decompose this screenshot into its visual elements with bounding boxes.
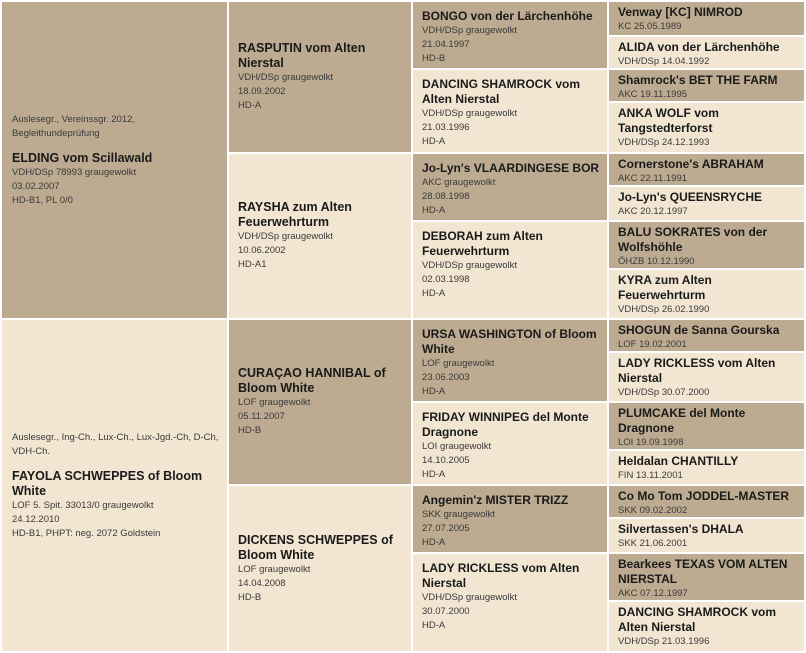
gen4-cell: [609, 2, 804, 35]
gen4-info: VDH/DSp 24.12.1993: [618, 137, 710, 148]
gen3-birthdate: 23.06.2003: [422, 372, 470, 383]
gen3-health: HD-A: [422, 205, 446, 216]
gen3-health: HD-A: [422, 537, 446, 548]
gen3-cell: [413, 70, 607, 152]
gen3-birthdate: 21.03.1996: [422, 122, 470, 133]
gen4-name[interactable]: ALIDA von der Lärchenhöhe: [618, 40, 780, 54]
gen3-cell: [413, 403, 607, 484]
gen4-info: KC 25.05.1989: [618, 21, 682, 32]
gen2-registration: LOF graugewolkt: [238, 397, 311, 408]
gen3-cell: [413, 320, 607, 401]
gen2-cell: [229, 2, 411, 152]
gen4-info: LOI 19.09.1998: [618, 437, 684, 448]
gen4-cell: [609, 403, 804, 449]
gen4-name[interactable]: Jo-Lyn's QUEENSRYCHE: [618, 190, 762, 204]
gen4-name[interactable]: Venway [KC] NIMROD: [618, 5, 743, 19]
gen4-info: AKC 22.11.1991: [618, 173, 688, 184]
gen4-cell: [609, 154, 804, 185]
gen3-registration: VDH/DSp graugewolkt: [422, 260, 518, 271]
gen4-cell: [609, 270, 804, 318]
sire-registration: VDH/DSp 78993 graugewolkt: [12, 166, 137, 178]
gen4-info: VDH/DSp 26.02.1990: [618, 304, 710, 315]
gen2-cell: [229, 154, 411, 318]
gen4-info: SKK 09.02.2002: [618, 505, 688, 516]
gen3-registration: VDH/DSp graugewolkt: [422, 108, 518, 119]
gen3-registration: LOF graugewolkt: [422, 358, 495, 369]
gen4-cell: [609, 70, 804, 101]
gen2-health: HD-B: [238, 425, 262, 436]
gen2-registration: VDH/DSp graugewolkt: [238, 231, 334, 242]
gen4-name[interactable]: BALU SOKRATES von der Wolfshöhle: [618, 225, 768, 254]
gen3-registration: AKC graugewolkt: [422, 177, 496, 188]
sire-name[interactable]: ELDING vom Scillawald: [12, 150, 153, 165]
gen3-cell: [413, 486, 607, 552]
gen2-birthdate: 18.09.2002: [238, 86, 286, 97]
sire-health: HD-B1, PL 0/0: [12, 194, 73, 206]
gen2-name[interactable]: RAYSHA zum Alten Feuerwehrturm: [238, 200, 352, 229]
gen2-cell: [229, 486, 411, 651]
gen3-health: HD-A: [422, 469, 446, 480]
gen3-registration: VDH/DSp graugewolkt: [422, 592, 518, 603]
gen3-cell: [413, 554, 607, 651]
dam-birthdate: 24.12.2010: [12, 513, 60, 525]
dam-health: HD-B1, PHPT: neg. 2072 Goldstein: [12, 527, 161, 539]
gen4-name[interactable]: LADY RICKLESS vom Alten Nierstal: [618, 356, 776, 385]
gen3-birthdate: 02.03.1998: [422, 274, 470, 285]
gen4-cell: [609, 103, 804, 152]
gen4-cell: [609, 519, 804, 552]
gen3-cell: [413, 222, 607, 318]
gen2-cell: [229, 320, 411, 484]
gen3-name[interactable]: DEBORAH zum Alten Feuerwehrturm: [422, 229, 543, 258]
gen4-cell: [609, 486, 804, 517]
gen4-cell: [609, 451, 804, 484]
gen4-cell: [609, 554, 804, 600]
gen2-birthdate: 10.06.2002: [238, 245, 286, 256]
dam-registration: LOF 5. Spit. 33013/0 graugewolkt: [12, 499, 154, 511]
gen4-cell: [609, 187, 804, 220]
gen4-info: AKC 20.12.1997: [618, 206, 688, 217]
gen4-name[interactable]: ANKA WOLF vom Tangstedterforst: [618, 106, 719, 135]
gen2-name[interactable]: RASPUTIN vom Alten Nierstal: [238, 41, 366, 70]
gen2-birthdate: 05.11.2007: [238, 411, 285, 422]
gen3-health: HD-A: [422, 136, 446, 147]
gen4-info: VDH/DSp 14.04.1992: [618, 56, 710, 67]
gen3-registration: VDH/DSp graugewolkt: [422, 25, 518, 36]
gen4-info: VDH/DSp 30.07.2000: [618, 387, 710, 398]
gen4-info: LOF 19.02.2001: [618, 339, 687, 350]
gen4-name[interactable]: SHOGUN de Sanna Gourska: [618, 323, 780, 337]
gen4-name[interactable]: DANCING SHAMROCK vom Alten Nierstal: [618, 605, 777, 634]
gen2-registration: LOF graugewolkt: [238, 563, 311, 575]
gen3-health: HD-A: [422, 288, 446, 299]
gen3-name[interactable]: BONGO von der Lärchenhöhe: [422, 9, 593, 23]
gen3-registration: SKK graugewolkt: [422, 509, 495, 520]
sire-birthdate: 03.02.2007: [12, 180, 60, 192]
gen3-birthdate: 14.10.2005: [422, 455, 470, 466]
gen2-name[interactable]: CURAÇAO HANNIBAL of Bloom White: [238, 366, 386, 395]
dam-titles: Auslesegr., Ing-Ch., Lux-Ch., Lux-Jgd.-Ch, D-Ch, VDH-Ch.: [12, 431, 219, 457]
gen3-cell: [413, 2, 607, 68]
gen4-info: AKC 19.11.1995: [618, 89, 688, 100]
gen4-info: VDH/DSp 21.03.1996: [618, 636, 710, 647]
gen4-cell: [609, 353, 804, 401]
gen2-health: HD-A1: [238, 259, 267, 270]
gen4-cell: [609, 222, 804, 268]
gen4-name[interactable]: KYRA zum Alten Feuerwehrturm: [618, 273, 712, 302]
gen3-name[interactable]: LADY RICKLESS vom Alten Nierstal: [422, 561, 580, 590]
gen4-name[interactable]: Silvertassen's DHALA: [618, 522, 744, 536]
sire-cell: [2, 2, 227, 318]
gen4-info: FIN 13.11.2001: [618, 470, 683, 481]
gen4-name[interactable]: Cornerstone's ABRAHAM: [618, 157, 764, 171]
gen3-registration: LOI graugewolkt: [422, 441, 492, 452]
gen4-name[interactable]: Shamrock's BET THE FARM: [618, 73, 778, 87]
gen2-name[interactable]: DICKENS SCHWEPPES of Bloom White: [238, 532, 393, 562]
gen3-health: HD-A: [422, 386, 446, 397]
gen4-cell: [609, 37, 804, 68]
gen4-info: SKK 21.06.2001: [618, 538, 688, 549]
gen4-name[interactable]: Bearkees TEXAS VOM ALTEN NIERSTAL: [618, 557, 788, 586]
gen4-name[interactable]: PLUMCAKE del Monte Dragnone: [618, 406, 746, 435]
gen3-birthdate: 27.07.2005: [422, 523, 470, 534]
gen4-cell: [609, 602, 804, 651]
sire-titles: Auslesegr., Vereinssgr. 2012, Begleithundeprüfung: [12, 113, 136, 139]
gen3-birthdate: 30.07.2000: [422, 606, 470, 617]
gen3-health: HD-B: [422, 53, 446, 64]
gen2-health: HD-B: [238, 591, 262, 603]
dam-cell: [2, 320, 227, 651]
gen4-cell: [609, 320, 804, 351]
gen3-name[interactable]: DANCING SHAMROCK vom Alten Nierstal: [422, 77, 581, 106]
gen3-name[interactable]: URSA WASHINGTON of Bloom White: [422, 327, 597, 356]
gen3-birthdate: 21.04.1997: [422, 39, 470, 50]
dam-name[interactable]: FAYOLA SCHWEPPES of Bloom White: [12, 468, 203, 498]
gen2-registration: VDH/DSp graugewolkt: [238, 72, 334, 83]
gen3-name[interactable]: Angemin'z MISTER TRIZZ: [422, 493, 569, 507]
gen4-info: ÖHZB 10.12.1990: [618, 256, 695, 267]
gen2-health: HD-A: [238, 100, 262, 111]
gen2-birthdate: 14.04.2008: [238, 577, 286, 589]
gen4-info: AKC 07.12.1997: [618, 588, 688, 599]
gen4-name[interactable]: Co Mo Tom JODDEL-MASTER: [618, 489, 790, 503]
gen3-cell: [413, 154, 607, 220]
gen3-name[interactable]: Jo-Lyn's VLAARDINGESE BOR: [422, 161, 600, 175]
gen3-birthdate: 28.08.1998: [422, 191, 470, 202]
gen4-name[interactable]: Heldalan CHANTILLY: [618, 454, 739, 468]
gen3-health: HD-A: [422, 620, 446, 631]
gen3-name[interactable]: FRIDAY WINNIPEG del Monte Dragnone: [422, 410, 589, 439]
